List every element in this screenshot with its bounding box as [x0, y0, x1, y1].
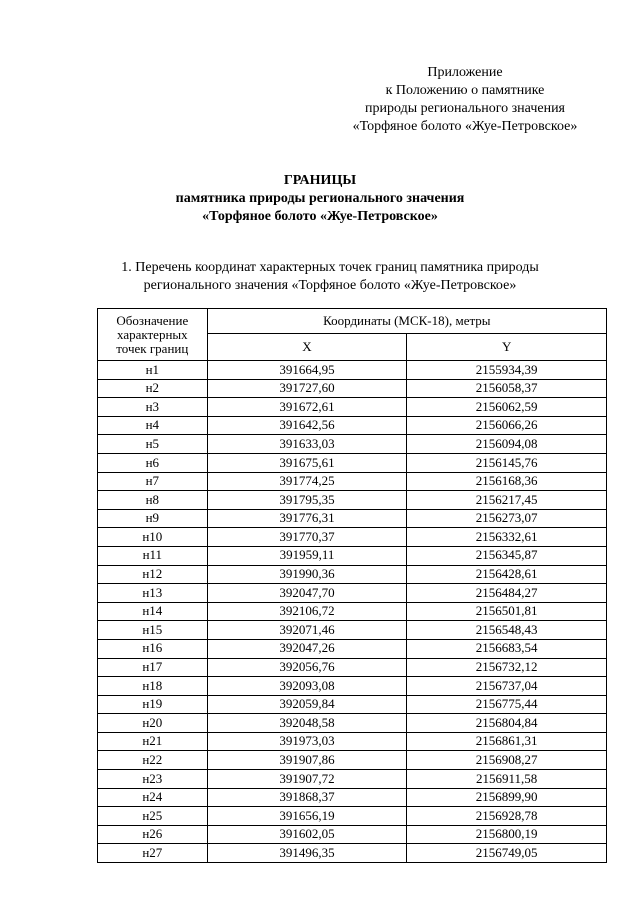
table-row [98, 695, 607, 714]
x-coordinate-cell: 391642,56 [207, 416, 407, 435]
point-id-cell: н15 [98, 621, 208, 640]
point-id-cell: н1 [98, 361, 208, 380]
x-coordinate-cell: 391727,60 [207, 379, 407, 398]
y-coordinate-cell: 2156749,05 [407, 844, 607, 863]
point-id-cell: н26 [98, 825, 208, 844]
point-id-cell: н21 [98, 732, 208, 751]
point-id-cell: н16 [98, 639, 208, 658]
x-coordinate-cell: 391795,35 [207, 491, 407, 510]
point-id-cell: н14 [98, 602, 208, 621]
table-row [98, 825, 607, 844]
table-row [98, 528, 607, 547]
y-coordinate-cell: 2156094,08 [407, 435, 607, 454]
table-row [98, 416, 607, 435]
appendix-line: к Положению о памятнике [385, 83, 545, 98]
y-coordinate-cell: 2156168,36 [407, 472, 607, 491]
point-id-cell: н9 [98, 509, 208, 528]
title-line2: памятника природы регионального значения [175, 191, 465, 206]
point-id-cell: н17 [98, 658, 208, 677]
title-main: ГРАНИЦЫ [283, 173, 357, 188]
point-id-cell: н19 [98, 695, 208, 714]
x-coordinate-cell: 392047,26 [207, 639, 407, 658]
point-id-cell: н4 [98, 416, 208, 435]
y-coordinate-cell: 2156899,90 [407, 788, 607, 807]
table-row [98, 398, 607, 417]
x-coordinate-cell: 391496,35 [207, 844, 407, 863]
point-id-cell: н23 [98, 770, 208, 789]
table-row [98, 714, 607, 733]
x-coordinate-cell: 391774,25 [207, 472, 407, 491]
y-coordinate-cell: 2156217,45 [407, 491, 607, 510]
x-coordinate-cell: 391868,37 [207, 788, 407, 807]
appendix-caption [300, 64, 630, 136]
point-id-cell: н10 [98, 528, 208, 547]
x-coordinate-cell: 392071,46 [207, 621, 407, 640]
x-coordinate-cell: 391907,86 [207, 751, 407, 770]
point-id-cell: н2 [98, 379, 208, 398]
header-x: X [207, 334, 407, 361]
y-coordinate-cell: 2156732,12 [407, 658, 607, 677]
x-coordinate-cell: 391664,95 [207, 361, 407, 380]
table-row [98, 472, 607, 491]
header-y: Y [407, 334, 607, 361]
table-row [98, 584, 607, 603]
table-row [98, 361, 607, 380]
appendix-line: «Торфяное болото «Жуе-Петровское» [352, 119, 578, 134]
point-id-cell: н11 [98, 546, 208, 565]
appendix-line: Приложение [427, 65, 503, 80]
table-row [98, 844, 607, 863]
table-row [98, 565, 607, 584]
y-coordinate-cell: 2156484,27 [407, 584, 607, 603]
x-coordinate-cell: 391776,31 [207, 509, 407, 528]
header-coordinates: Координаты (МСК-18), метры [207, 309, 606, 334]
table-row [98, 639, 607, 658]
x-coordinate-cell: 391770,37 [207, 528, 407, 547]
y-coordinate-cell: 2156058,37 [407, 379, 607, 398]
x-coordinate-cell: 391959,11 [207, 546, 407, 565]
point-id-cell: н24 [98, 788, 208, 807]
x-coordinate-cell: 392056,76 [207, 658, 407, 677]
header-designation [98, 309, 208, 361]
title-line3: «Торфяное болото «Жуе-Петровское» [202, 209, 438, 224]
y-coordinate-cell: 2156548,43 [407, 621, 607, 640]
table-row [98, 621, 607, 640]
table-row [98, 491, 607, 510]
y-coordinate-cell: 2156908,27 [407, 751, 607, 770]
table-row [98, 732, 607, 751]
y-coordinate-cell: 2156800,19 [407, 825, 607, 844]
header-designation-line: Обозначение [116, 312, 189, 328]
x-coordinate-cell: 391656,19 [207, 807, 407, 826]
coordinates-table [97, 308, 607, 863]
y-coordinate-cell: 2156775,44 [407, 695, 607, 714]
table-row [98, 602, 607, 621]
table-row [98, 807, 607, 826]
y-coordinate-cell: 2156145,76 [407, 453, 607, 472]
header-designation-line: характерных [116, 326, 188, 342]
x-coordinate-cell: 392047,70 [207, 584, 407, 603]
table-row [98, 435, 607, 454]
x-coordinate-cell: 391602,05 [207, 825, 407, 844]
section-heading [30, 259, 630, 295]
point-id-cell: н3 [98, 398, 208, 417]
section-heading-line1: 1. Перечень координат характерных точек границ памятника природы [121, 260, 539, 275]
point-id-cell: н22 [98, 751, 208, 770]
y-coordinate-cell: 2156428,61 [407, 565, 607, 584]
y-coordinate-cell: 2156804,84 [407, 714, 607, 733]
point-id-cell: н27 [98, 844, 208, 863]
header-designation-line: точек границ [116, 340, 189, 356]
x-coordinate-cell: 391907,72 [207, 770, 407, 789]
x-coordinate-cell: 391633,03 [207, 435, 407, 454]
appendix-line: природы регионального значения [365, 101, 565, 116]
y-coordinate-cell: 2156861,31 [407, 732, 607, 751]
point-id-cell: н8 [98, 491, 208, 510]
table-row [98, 509, 607, 528]
point-id-cell: н6 [98, 453, 208, 472]
table-header [98, 309, 607, 361]
x-coordinate-cell: 392106,72 [207, 602, 407, 621]
y-coordinate-cell: 2156911,58 [407, 770, 607, 789]
table-row [98, 677, 607, 696]
y-coordinate-cell: 2156345,87 [407, 546, 607, 565]
point-id-cell: н7 [98, 472, 208, 491]
document-title [0, 172, 640, 226]
point-id-cell: н12 [98, 565, 208, 584]
y-coordinate-cell: 2156683,54 [407, 639, 607, 658]
table-header-row [98, 309, 607, 334]
point-id-cell: н20 [98, 714, 208, 733]
y-coordinate-cell: 2156332,61 [407, 528, 607, 547]
y-coordinate-cell: 2156501,81 [407, 602, 607, 621]
table-row [98, 546, 607, 565]
y-coordinate-cell: 2156928,78 [407, 807, 607, 826]
x-coordinate-cell: 392059,84 [207, 695, 407, 714]
y-coordinate-cell: 2155934,39 [407, 361, 607, 380]
table-row [98, 788, 607, 807]
point-id-cell: н5 [98, 435, 208, 454]
table-row [98, 658, 607, 677]
section-heading-line2: регионального значения «Торфяное болото «Жуе-Петровское» [143, 278, 517, 293]
x-coordinate-cell: 392093,08 [207, 677, 407, 696]
table-row [98, 379, 607, 398]
y-coordinate-cell: 2156066,26 [407, 416, 607, 435]
x-coordinate-cell: 391973,03 [207, 732, 407, 751]
y-coordinate-cell: 2156062,59 [407, 398, 607, 417]
table-row [98, 453, 607, 472]
x-coordinate-cell: 391675,61 [207, 453, 407, 472]
table-row [98, 751, 607, 770]
y-coordinate-cell: 2156737,04 [407, 677, 607, 696]
point-id-cell: н18 [98, 677, 208, 696]
table-row [98, 770, 607, 789]
point-id-cell: н25 [98, 807, 208, 826]
table-body [98, 361, 607, 863]
x-coordinate-cell: 391990,36 [207, 565, 407, 584]
x-coordinate-cell: 392048,58 [207, 714, 407, 733]
point-id-cell: н13 [98, 584, 208, 603]
y-coordinate-cell: 2156273,07 [407, 509, 607, 528]
x-coordinate-cell: 391672,61 [207, 398, 407, 417]
